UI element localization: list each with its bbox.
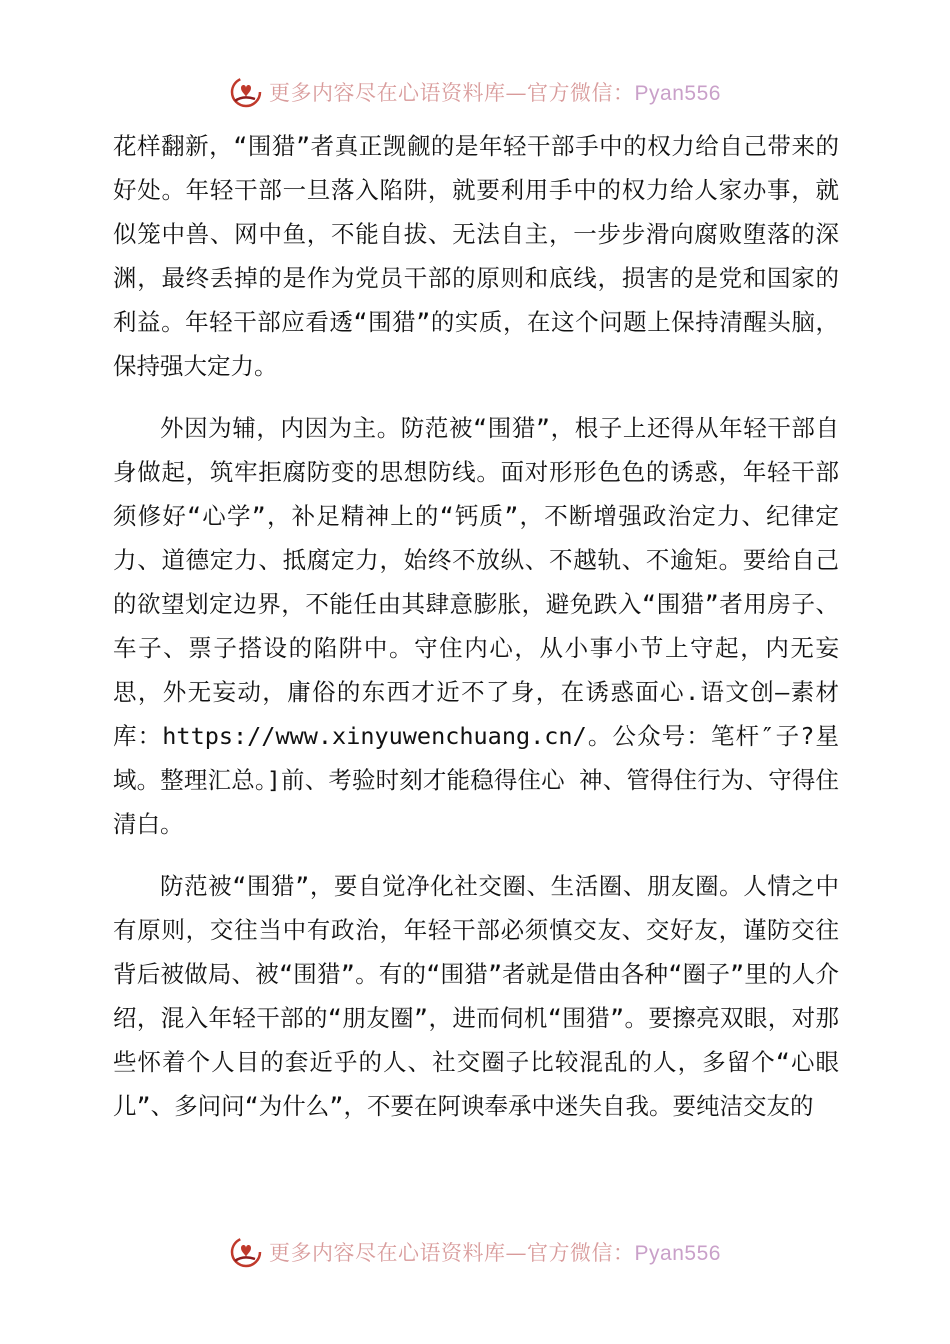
banner-wechat-id: Pyan556: [634, 82, 721, 105]
document-body: [113, 124, 839, 1128]
page-header-banner: [0, 72, 950, 112]
heart-ribbon-logo-icon: [229, 75, 263, 109]
banner-wechat-id: Pyan556: [634, 1242, 721, 1265]
watermark-banner: [229, 1235, 721, 1269]
banner-text: 更多内容尽在心语资料库—官方微信：: [269, 1241, 635, 1265]
paragraph-2: 外因为辅，内因为主。防范被“围猎”，根子上还得从年轻干部自身做起，筑牢拒腐防变的思想防线。面对形形色色的诱惑，年轻干部须修好“心学”，补足精神上的“钙质”，不断增强政治定力、纪律定力、道德定力、抵腐定力，始终不放纵、不越轨、不逾矩。要给自己的欲望划定边界，不能任由其肆意膨胀，避免跌入“围猎”者用房子、车子、票子搭设的陷阱中。守住内心，从小事小节上守起，内无妄思，外无妄动，庸俗的东西才近不了身，在诱惑面心.语文创—素材库：https://www.xinyuwenchuang.cn/。公众号：笔杆″子?星域。整理汇总。]前、考验时刻才能稳得住心 神、管得住行为、守得住清白。: [113, 414, 839, 838]
page-footer-banner: [0, 1232, 950, 1272]
paragraph-1: 花样翻新，“围猎”者真正觊觎的是年轻干部手中的权力给自己带来的好处。年轻干部一旦落入陷阱，就要利用手中的权力给人家办事，就似笼中兽、网中鱼，不能自拔、无法自主，一步步滑向腐败堕落的深渊，最终丢掉的是作为党员干部的原则和底线，损害的是党和国家的利益。年轻干部应看透“围猎”的实质，在这个问题上保持清醒头脑，保持强大定力。: [113, 132, 839, 380]
watermark-banner: [229, 75, 721, 109]
heart-ribbon-logo-icon: [229, 1235, 263, 1269]
banner-text: 更多内容尽在心语资料库—官方微信：: [269, 81, 635, 105]
paragraph-3: 防范被“围猎”，要自觉净化社交圈、生活圈、朋友圈。人情之中有原则，交往当中有政治，年轻干部必须慎交友、交好友，谨防交往背后被做局、被“围猎”。有的“围猎”者就是借由各种“圈子”里的人介绍，混入年轻干部的“朋友圈”，进而伺机“围猎”。要擦亮双眼，对那些怀着个人目的套近乎的人、社交圈子比较混乱的人，多留个“心眼儿”、多问问“为什么”，不要在阿谀奉承中迷失自我。要纯洁交友的: [113, 872, 839, 1120]
